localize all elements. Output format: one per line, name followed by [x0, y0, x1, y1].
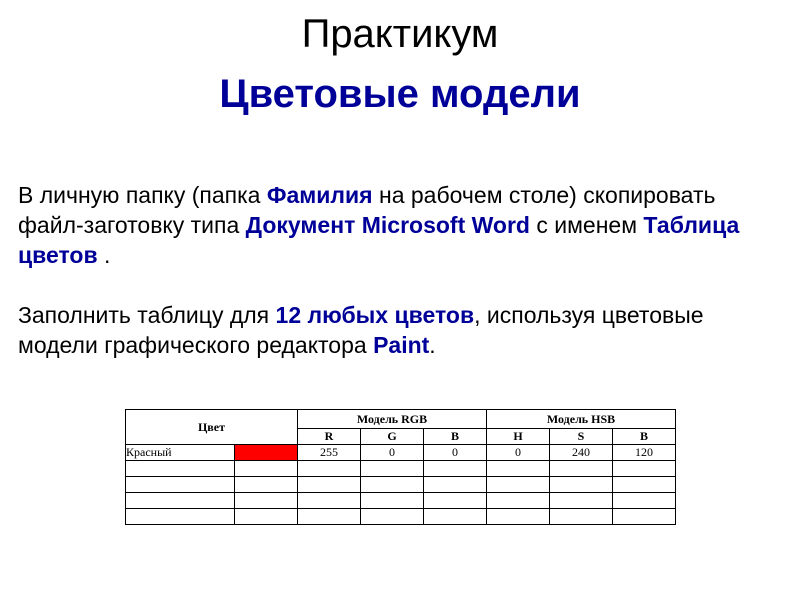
- header-b-rgb: B: [424, 429, 487, 445]
- color-name-cell: Красный: [126, 445, 235, 461]
- empty-cell: [126, 477, 235, 493]
- p2-text-3: .: [429, 332, 436, 358]
- empty-cell: [550, 493, 613, 509]
- empty-cell: [550, 509, 613, 525]
- empty-cell: [361, 509, 424, 525]
- empty-cell: [424, 493, 487, 509]
- empty-cell: [298, 461, 361, 477]
- empty-cell: [126, 493, 235, 509]
- value-s: 240: [550, 445, 613, 461]
- slide-subtitle: Цветовые модели: [219, 72, 581, 116]
- color-swatch: [235, 445, 298, 461]
- empty-cell: [550, 461, 613, 477]
- empty-cell: [235, 509, 298, 525]
- empty-cell: [235, 461, 298, 477]
- p1-text-2: на рабочем столе) скопировать файл-заготовку типа: [18, 182, 716, 238]
- table-body: [126, 445, 676, 525]
- empty-cell: [424, 477, 487, 493]
- table-header-row-1: [126, 410, 676, 429]
- p1-text-4: .: [97, 242, 111, 268]
- p2-highlight-app: Paint: [373, 332, 430, 358]
- empty-cell: [298, 493, 361, 509]
- slide-title: Практикум: [301, 12, 499, 56]
- empty-cell: [613, 509, 676, 525]
- empty-cell: [613, 461, 676, 477]
- p2-text-2: , используя цветовые модели графического редактора: [18, 302, 704, 358]
- header-h: H: [487, 429, 550, 445]
- p1-highlight-folder: Фамилия: [266, 182, 373, 208]
- p1-text-1: В личную папку (папка: [18, 182, 267, 208]
- table-row: [126, 445, 676, 461]
- header-color: Цвет: [126, 410, 298, 445]
- empty-table-row: [126, 477, 676, 493]
- p2-text-1: Заполнить таблицу для: [18, 302, 276, 328]
- p1-highlight-filename: Таблица цветов: [18, 212, 740, 268]
- header-r: R: [298, 429, 361, 445]
- empty-cell: [235, 493, 298, 509]
- header-hsb-model: Модель HSB: [487, 410, 676, 429]
- header-s: S: [550, 429, 613, 445]
- value-b-rgb: 0: [424, 445, 487, 461]
- p2-highlight-count: 12 любых цветов: [275, 302, 475, 328]
- color-table-wrapper: [125, 409, 676, 525]
- empty-cell: [613, 493, 676, 509]
- p1-highlight-doctype: Документ Microsoft Word: [245, 212, 530, 238]
- empty-table-row: [126, 493, 676, 509]
- empty-cell: [126, 461, 235, 477]
- p1-text-3: с именем: [529, 212, 644, 238]
- header-rgb-model: Модель RGB: [298, 410, 487, 429]
- value-r: 255: [298, 445, 361, 461]
- value-h: 0: [487, 445, 550, 461]
- empty-cell: [298, 509, 361, 525]
- empty-cell: [361, 493, 424, 509]
- empty-cell: [487, 477, 550, 493]
- empty-cell: [487, 493, 550, 509]
- value-b-hsb: 120: [613, 445, 676, 461]
- empty-cell: [424, 509, 487, 525]
- empty-cell: [550, 477, 613, 493]
- empty-table-row: [126, 509, 676, 525]
- instruction-paragraph-1: [18, 180, 778, 270]
- empty-cell: [235, 477, 298, 493]
- empty-cell: [361, 461, 424, 477]
- empty-cell: [613, 477, 676, 493]
- header-b-hsb: B: [613, 429, 676, 445]
- empty-table-row: [126, 461, 676, 477]
- header-g: G: [361, 429, 424, 445]
- empty-cell: [298, 477, 361, 493]
- empty-cell: [126, 509, 235, 525]
- color-table: [125, 409, 676, 525]
- empty-cell: [361, 477, 424, 493]
- value-g: 0: [361, 445, 424, 461]
- empty-cell: [424, 461, 487, 477]
- instruction-paragraph-2: [18, 300, 778, 360]
- empty-cell: [487, 509, 550, 525]
- empty-cell: [487, 461, 550, 477]
